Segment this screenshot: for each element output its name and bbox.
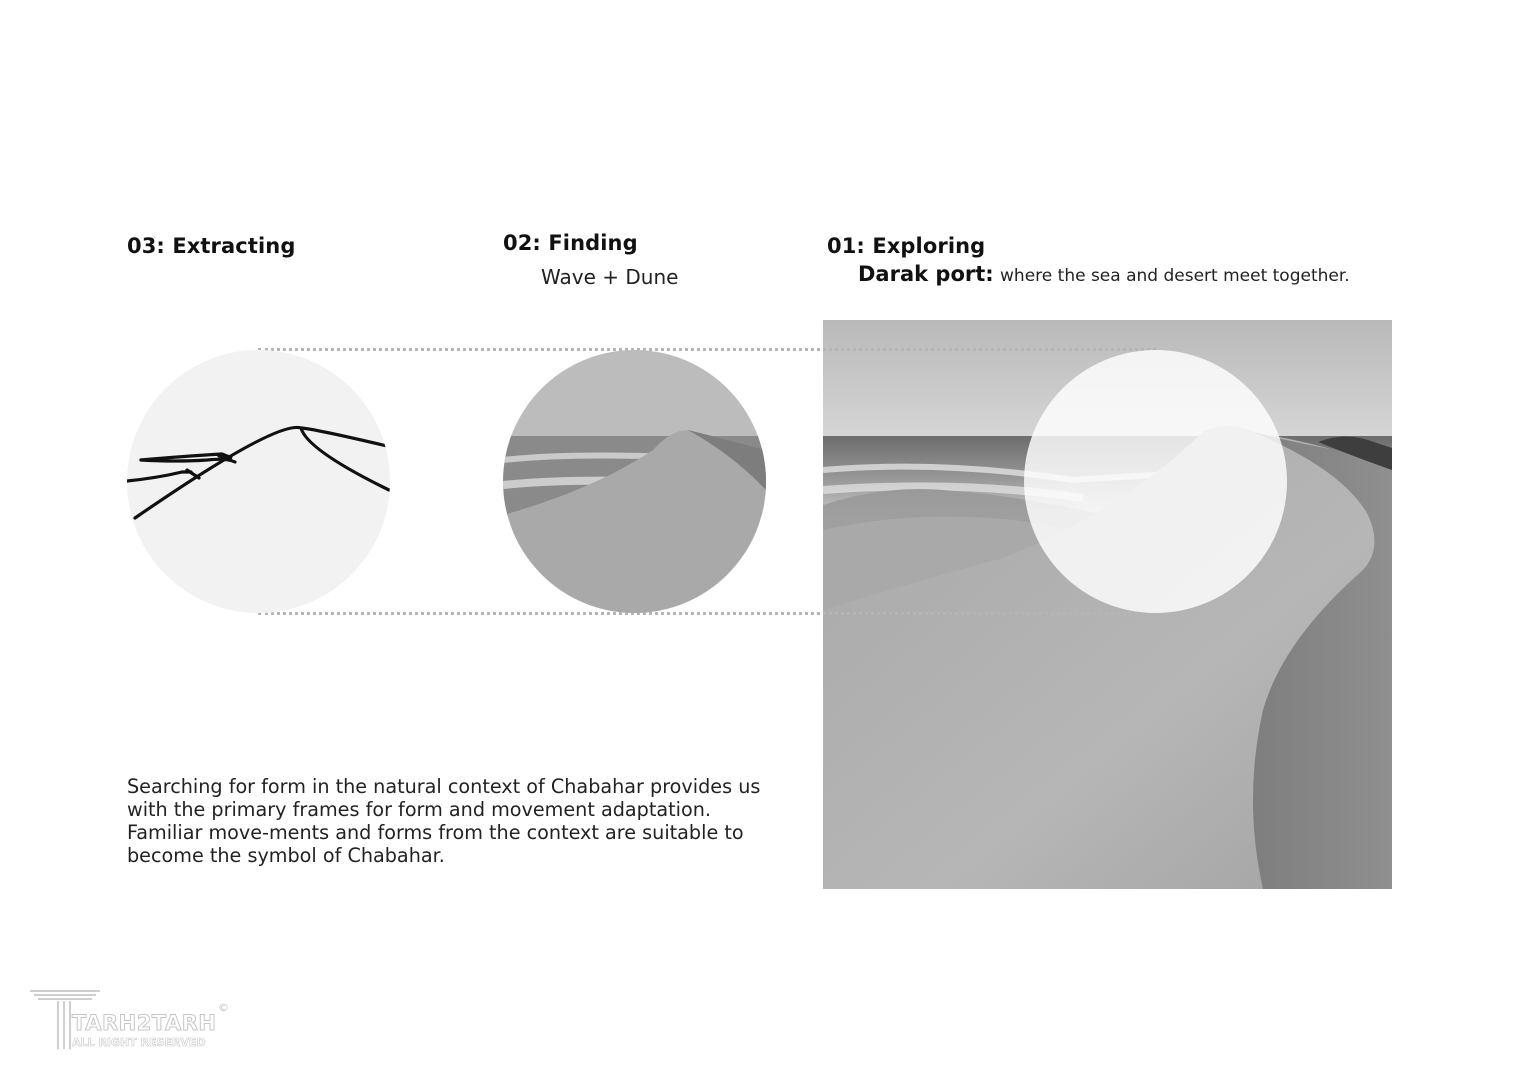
guide-line-bottom: [258, 612, 1156, 615]
guide-line-top: [258, 348, 1156, 351]
dune-line-sketch: [127, 350, 390, 613]
step-01-subtitle: [858, 262, 1350, 286]
watermark-brand: TARH2TARH: [72, 1011, 217, 1035]
exploring-highlight-circle: [1024, 350, 1287, 613]
dune-detail-illustration: [503, 350, 766, 613]
step-02-subtitle: Wave + Dune: [541, 265, 679, 289]
extracted-sketch-circle: [127, 350, 390, 613]
step-02-title: 02: Finding: [503, 231, 638, 255]
step-01-title: 01: Exploring: [827, 234, 986, 258]
watermark-copyright: ©: [218, 1001, 229, 1014]
step-03-title: 03: Extracting: [127, 234, 296, 258]
watermark-tagline: ALL RIGHT RESERVED: [72, 1036, 206, 1049]
tarh2tarh-watermark-logo: [28, 985, 238, 1055]
place-name: Darak port:: [858, 262, 994, 286]
dune-detail-circle: [503, 350, 766, 613]
description-paragraph: Searching for form in the natural context of Chabahar provides us with the primary frames for form and movement adaptation. Familiar move-ments and forms from the context are suitable to become the symbol of Chabahar.: [127, 775, 761, 867]
place-description: where the sea and desert meet together.: [1000, 266, 1350, 286]
